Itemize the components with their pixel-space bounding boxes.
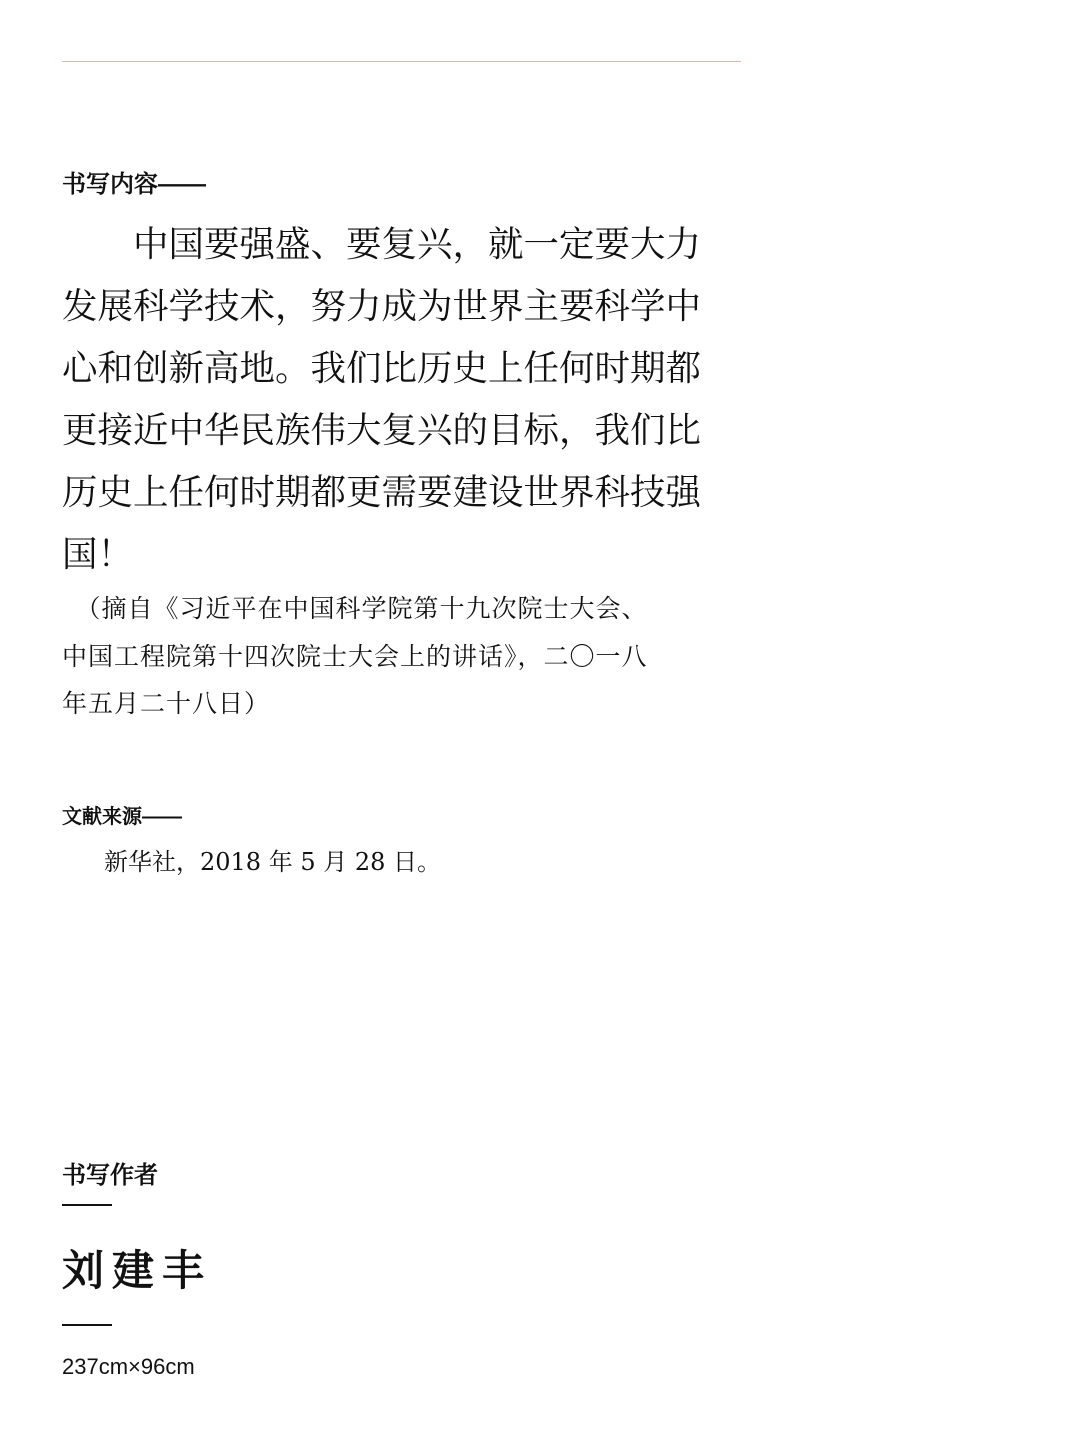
citation-line: 中国工程院第十四次院士大会上的讲话》，二〇一八 <box>62 641 648 671</box>
source-text: 新华社，2018 年 5 月 28 日。 <box>104 848 442 876</box>
artwork-dimensions: 237cm×96cm <box>62 1354 195 1379</box>
author-name: 刘建丰 <box>62 1246 213 1295</box>
content-line: 历史上任何时期都更需要建设世界科技强 <box>62 472 702 513</box>
content-line: 更接近中华民族伟大复兴的目标，我们比 <box>62 410 702 451</box>
top-divider <box>62 61 741 62</box>
content-line: 心和创新高地。我们比历史上任何时期都 <box>62 348 702 389</box>
citation-line: 年五月二十八日） <box>62 689 271 718</box>
content-line: 国！ <box>62 534 134 575</box>
citation <box>62 585 762 728</box>
author-label: 书写作者 <box>62 1162 158 1189</box>
source-label: 文献来源—— <box>62 806 182 828</box>
calligraphy-content <box>62 214 752 586</box>
content-line: 发展科学技术，努力成为世界主要科学中 <box>62 286 702 327</box>
author-divider <box>62 1204 112 1206</box>
content-label: 书写内容—— <box>62 171 206 198</box>
content-line: 中国要强盛、要复兴，就一定要大力 <box>62 224 702 265</box>
name-divider <box>62 1324 112 1326</box>
citation-line: （摘自《习近平在中国科学院第十九次院士大会、 <box>62 594 648 623</box>
